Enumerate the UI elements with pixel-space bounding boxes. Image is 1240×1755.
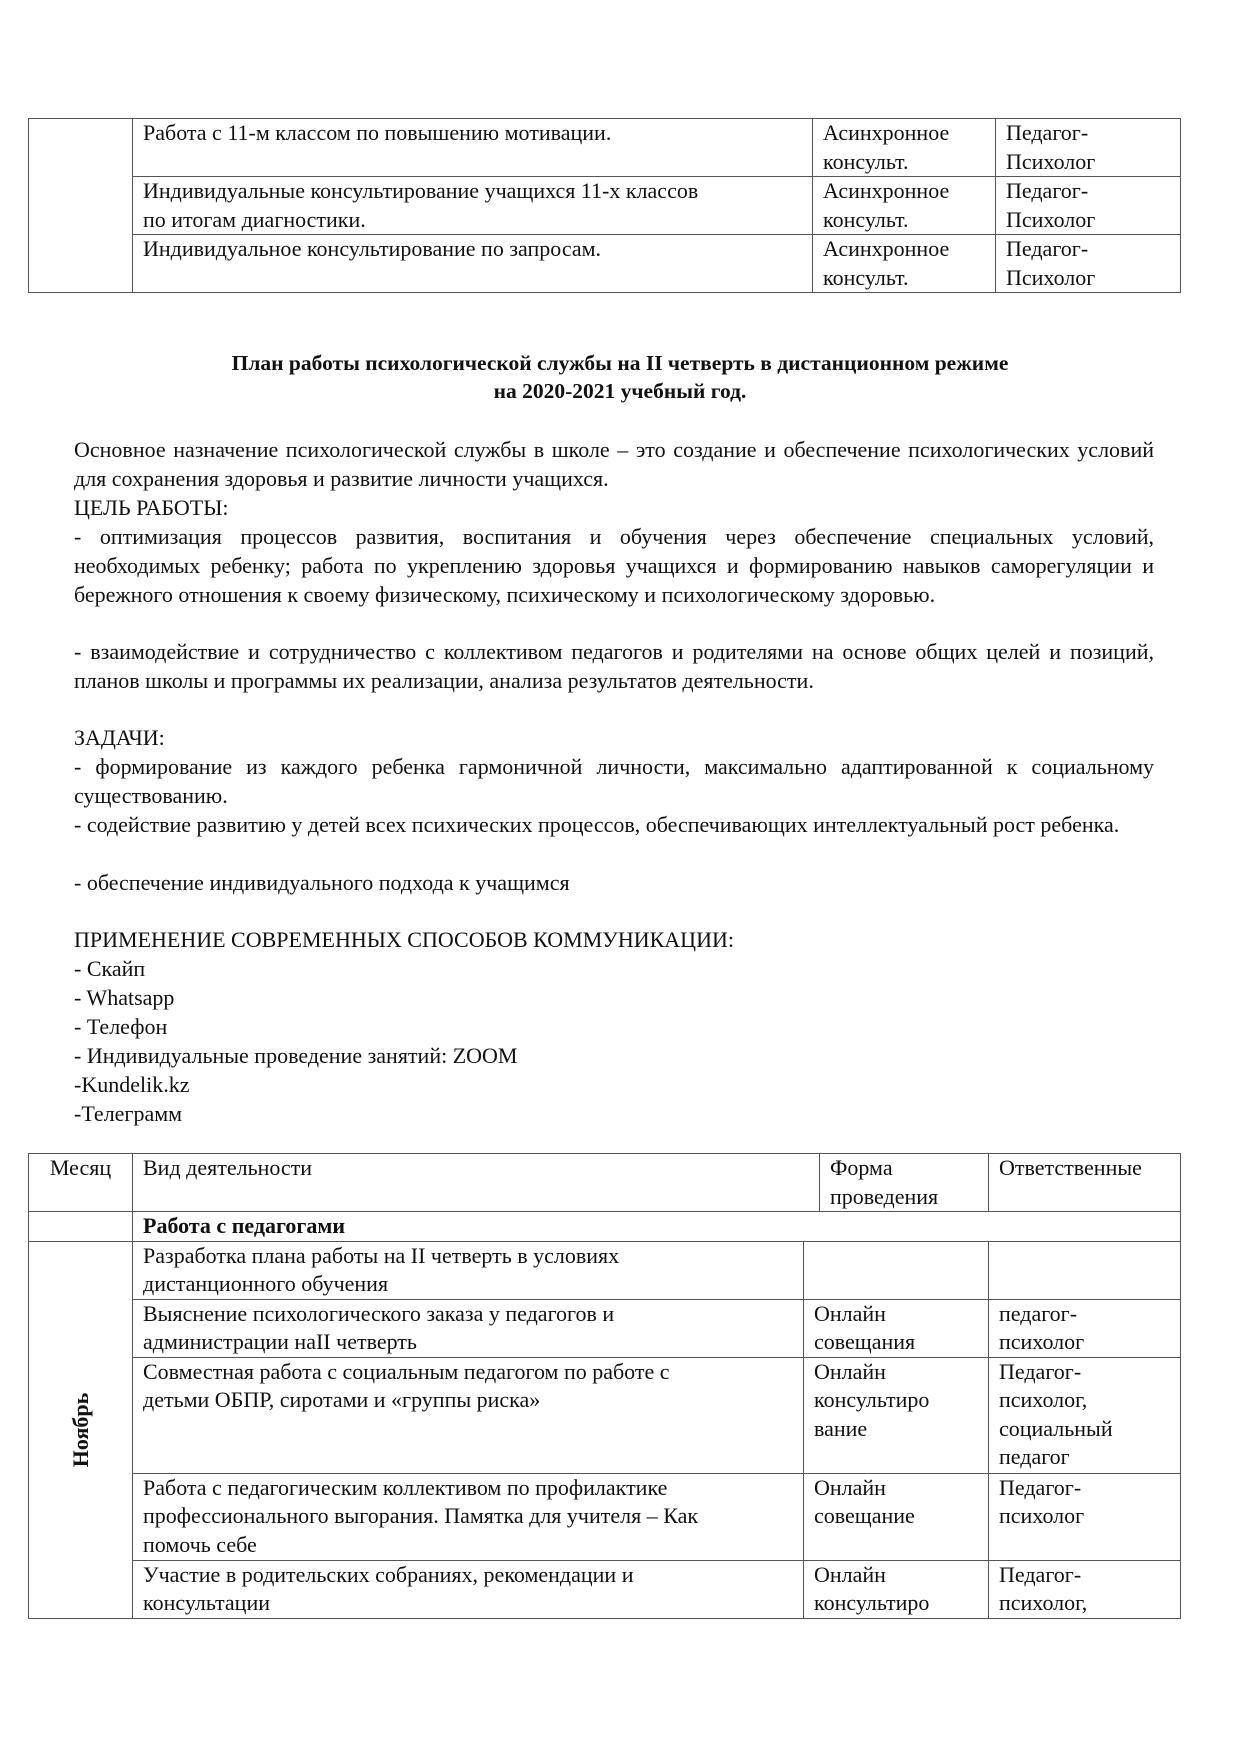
table-row — [29, 177, 1181, 235]
month-cell — [29, 1241, 133, 1618]
task-item: - содействие развитию у детей всех психических процессов, обеспечивающих интеллектуальный рост ребенка. — [74, 812, 1120, 837]
section-title: Работа с педагогами — [133, 1212, 1181, 1242]
plan-heading: План работы психологической службы на II четверть в дистанционном режиме на 2020-2021 учебный год. — [231, 351, 1009, 403]
table-row — [29, 1357, 1181, 1473]
table-header-row — [29, 1154, 1181, 1212]
goal-item: - оптимизация процессов развития, воспитания и обучения через обеспечение специальных условий, необходимых ребенку; работа по укреплению здоровья учащихся и формированию навыков саморегуляции и бережного отношения к своему физическому, психическому и психологическому здоровью. — [74, 524, 1154, 607]
top-activity-table — [28, 118, 1181, 293]
form-cell: Асинхронное консульт. — [813, 177, 996, 235]
task-item: - обеспечение индивидуального подхода к учащимся — [74, 870, 570, 895]
header-responsible: Ответственные — [989, 1154, 1181, 1212]
table-row — [29, 1299, 1181, 1357]
header-form: Форма проведения — [820, 1154, 989, 1212]
responsible-cell: Педагог- Психолог — [996, 177, 1181, 235]
goal-title: ЦЕЛЬ РАБОТЫ: — [74, 495, 229, 520]
goal-item: - взаимодействие и сотрудничество с коллективом педагогов и родителями на основе общих целей и позиций, планов школы и программы их реализации, анализа результатов деятельности. — [74, 639, 1154, 693]
activity-cell: Работа с 11-м классом по повышению мотивации. — [133, 119, 813, 177]
table-row — [29, 1473, 1181, 1560]
month-cell-empty — [29, 1212, 133, 1242]
responsible-cell — [989, 1241, 1181, 1299]
form-cell: Асинхронное консульт. — [813, 119, 996, 177]
responsible-cell: педагог- психолог — [989, 1299, 1181, 1357]
tasks-title: ЗАДАЧИ: — [74, 725, 165, 750]
form-cell: Онлайн совещания — [804, 1299, 989, 1357]
activity-cell: Совместная работа с социальным педагогом по работе с детьми ОБПР, сиротами и «группы риска» — [133, 1357, 804, 1473]
form-cell — [804, 1241, 989, 1299]
communication-item: - Телефон — [74, 1014, 168, 1039]
header-month: Месяц — [29, 1154, 133, 1212]
communication-item: - Индивидуальные проведение занятий: ZOOM — [74, 1043, 518, 1068]
responsible-cell: Педагог- психолог, — [989, 1560, 1181, 1618]
communication-item: -Kundelik.kz — [74, 1072, 190, 1097]
responsible-cell: Педагог- Психолог — [996, 119, 1181, 177]
activity-cell: Индивидуальные консультирование учащихся 11-х классов по итогам диагностики. — [133, 177, 813, 235]
communication-item: -Телеграмм — [74, 1101, 183, 1126]
plan-table — [28, 1153, 1181, 1619]
responsible-cell: Педагог- психолог, социальный педагог — [989, 1357, 1181, 1473]
month-cell-empty — [29, 119, 133, 293]
activity-cell: Разработка плана работы на II четверть в условиях дистанционного обучения — [133, 1241, 804, 1299]
form-cell: Онлайн консультиро — [804, 1560, 989, 1618]
form-cell: Онлайн консультиро вание — [804, 1357, 989, 1473]
activity-cell: Индивидуальное консультирование по запросам. — [133, 235, 813, 293]
table-row — [29, 1560, 1181, 1618]
section-row — [29, 1212, 1181, 1242]
communication-title: ПРИМЕНЕНИЕ СОВРЕМЕННЫХ СПОСОБОВ КОММУНИКАЦИИ: — [74, 927, 734, 952]
responsible-cell: Педагог- психолог — [989, 1473, 1181, 1560]
responsible-cell: Педагог- Психолог — [996, 235, 1181, 293]
header-activity: Вид деятельности — [133, 1154, 820, 1212]
communication-item: - Скайп — [74, 956, 146, 981]
month-label: Ноябрь — [67, 1392, 93, 1467]
communication-item: - Whatsapp — [74, 985, 175, 1010]
activity-cell: Участие в родительских собраниях, рекомендации и консультации — [133, 1560, 804, 1618]
purpose-paragraph: Основное назначение психологической службы в школе – это создание и обеспечение психологических условий для сохранения здоровья и развитие личности учащихся. — [74, 437, 1154, 491]
activity-cell: Работа с педагогическим коллективом по профилактике профессионального выгорания. Памятка для учителя – Как помочь себе — [133, 1473, 804, 1560]
task-item: - формирование из каждого ребенка гармоничной личности, максимально адаптированной к социальному существованию. — [74, 754, 1154, 808]
form-cell: Онлайн совещание — [804, 1473, 989, 1560]
table-row — [29, 235, 1181, 293]
activity-cell: Выяснение психологического заказа у педагогов и администрации наII четверть — [133, 1299, 804, 1357]
table-row — [29, 1241, 1181, 1299]
table-row — [29, 119, 1181, 177]
form-cell: Асинхронное консульт. — [813, 235, 996, 293]
